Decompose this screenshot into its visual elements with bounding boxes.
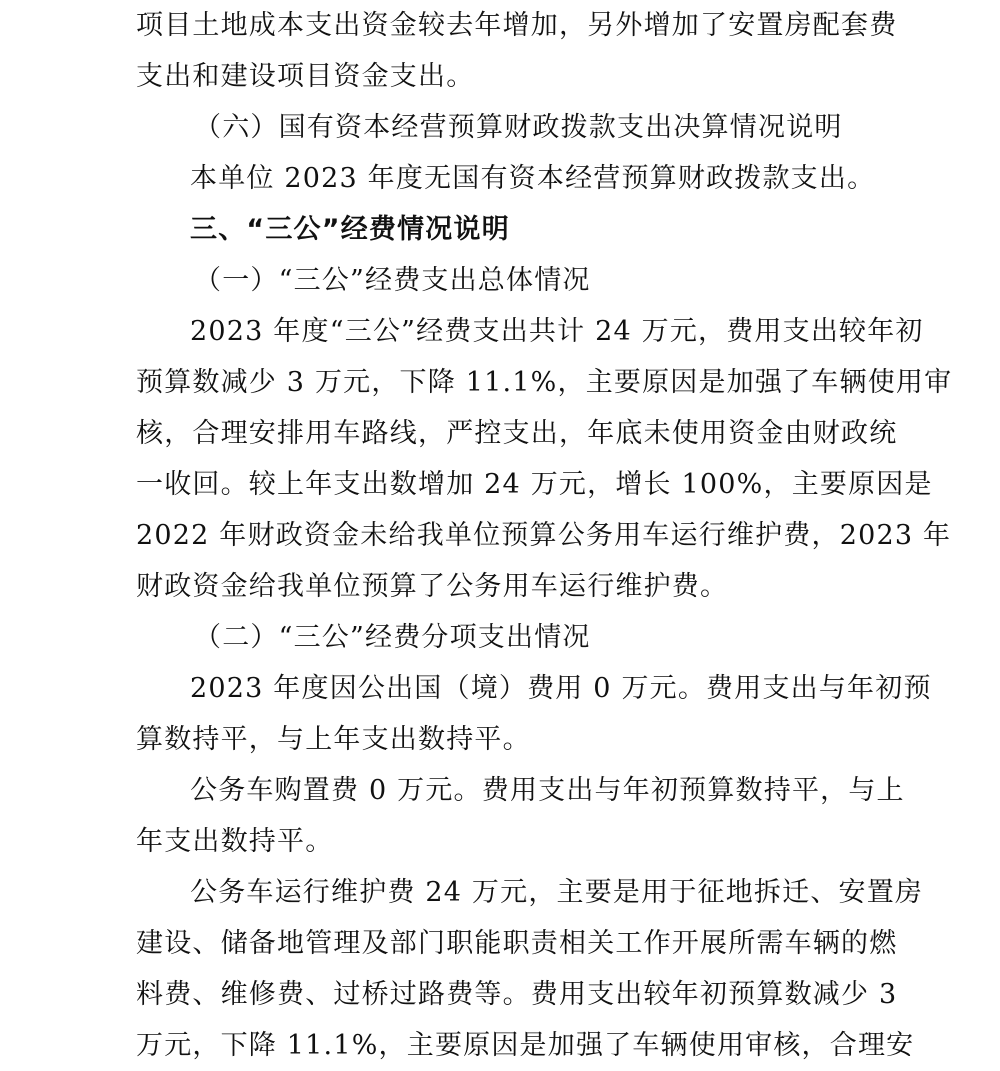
body-line: 核，合理安排用车路线，严控支出，年底未使用资金由财政统	[136, 418, 898, 449]
section-subheading: （六）国有资本经营预算财政拨款支出决算情况说明	[194, 112, 843, 143]
body-line: 算数持平，与上年支出数持平。	[136, 724, 531, 755]
body-line: 支出和建设项目资金支出。	[136, 61, 475, 92]
body-line: 年支出数持平。	[136, 826, 334, 857]
body-line: 项目土地成本支出资金较去年增加，另外增加了安置房配套费	[136, 10, 898, 41]
body-line: 2022 年财政资金未给我单位预算公务用车运行维护费，2023 年	[136, 520, 952, 551]
body-line: 一收回。较上年支出数增加 24 万元，增长 100%，主要原因是	[136, 469, 933, 500]
section-subheading: （一）“三公”经费支出总体情况	[194, 265, 591, 296]
document-page	[136, 0, 953, 1071]
body-line: 料费、维修费、过桥过路费等。费用支出较年初预算数减少 3	[136, 979, 898, 1010]
section-heading: 三、“三公”经费情况说明	[190, 214, 510, 245]
section-subheading: （二）“三公”经费分项支出情况	[194, 622, 591, 653]
body-line: 预算数减少 3 万元，下降 11.1%，主要原因是加强了车辆使用审	[136, 367, 953, 398]
body-line: 本单位 2023 年度无国有资本经营预算财政拨款支出。	[190, 163, 876, 194]
body-line: 2023 年度因公出国（境）费用 0 万元。费用支出与年初预	[190, 673, 932, 704]
body-line: 公务车运行维护费 24 万元，主要是用于征地拆迁、安置房	[190, 877, 924, 908]
body-line: 万元，下降 11.1%，主要原因是加强了车辆使用审核，合理安	[136, 1030, 915, 1061]
body-line: 财政资金给我单位预算了公务用车运行维护费。	[136, 571, 729, 602]
body-line: 2023 年度“三公”经费支出共计 24 万元，费用支出较年初	[190, 316, 924, 347]
body-line: 建设、储备地管理及部门职能职责相关工作开展所需车辆的燃	[136, 928, 898, 959]
body-line: 公务车购置费 0 万元。费用支出与年初预算数持平，与上	[190, 775, 905, 806]
